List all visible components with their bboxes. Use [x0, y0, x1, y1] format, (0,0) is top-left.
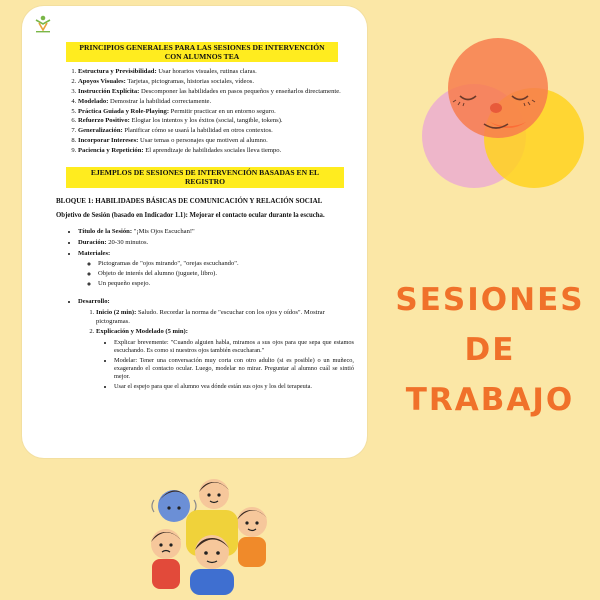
- block-title: BLOQUE 1: HABILIDADES BÁSICAS DE COMUNICACIÓN Y RELACIÓN SOCIAL: [56, 196, 323, 205]
- list-item: 1. Estructura y Previsibilidad: Usar horarios visuales, rutinas claras.: [78, 68, 354, 76]
- list-item: 4. Modelado: Demostrar la habilidad correctamente.: [78, 98, 354, 106]
- materials-list: [78, 260, 354, 288]
- list-item: 2. Explicación y Modelado (5 min): • Explicar brevemente: "Cuando alguien habla, miramos a sus ojos para que sepa que estamos escuchando. Es como si nuestros ojos también escucharan." • Modelar: Tener una conversación muy corta con otro adulto (si es posible) o un muñeco, exagerando el contacto ocular. Luego, modelar no mirar. Preguntar al alumno cuál se sintió mejor. • Usar el espejo para que el alumno vea dónde están sus ojos y los del terapeuta.: [96, 328, 354, 391]
- title-line-3: TRABAJO: [405, 382, 575, 418]
- list-item: • Usar el espejo para que el alumno vea dónde están sus ojos y los del terapeuta.: [114, 383, 354, 391]
- list-item: 6. Refuerzo Positivo: Elogiar los intentos y los éxitos (social, tangible, tokens).: [78, 117, 354, 125]
- list-item: 5. Práctica Guiada y Role-Playing: Permitir practicar en un entorno seguro.: [78, 108, 354, 116]
- session-objective: Objetivo de Sesión (basado en Indicador 1.1): Mejorar el contacto ocular durante la escucha.: [56, 212, 325, 220]
- title-line-2: DE: [464, 332, 516, 368]
- session-materials: • Materiales: ◦ Pictogramas de "ojos mirando", "orejas escuchando". ◦ Objeto de interés del alumno (juguete, libro). ◦ Un pequeño espejo.: [78, 250, 354, 289]
- list-item: 7. Generalización: Planificar cómo se usará la habilidad en otros contextos.: [78, 127, 354, 135]
- smiling-venn-illustration: [416, 36, 590, 196]
- list-item: 2. Apoyos Visuales: Tarjetas, pictogramas, historias sociales, vídeos.: [78, 78, 354, 86]
- session-development: • Desarrollo: 1. Inicio (2 min): Saludo. Recordar la norma de "escuchar con los ojos y oídos". Mostrar pictogramas. 2. Explicación y Modelado (5 min): • Explicar brevemente: "Cuando alguien habla, miramos a sus ojos para que sepa que estamos escuchando. Es como si nuestros ojos también escucharan." • Modelar: Tener una conversación muy corta con otro adulto (si es posible) o un muñeco, exagerando el contacto ocular. Luego, modelar no mirar. Preguntar al alumno cuál se sintió mejor. • Usar el espejo para que el alumno vea dónde están sus ojos y los del terapeuta.: [78, 298, 354, 391]
- list-item: 1. Inicio (2 min): Saludo. Recordar la norma de "escuchar con los ojos y oídos". Mostrar pictogramas.: [96, 309, 354, 326]
- list-item: 9. Paciencia y Repetición: El aprendizaje de habilidades sociales lleva tiempo.: [78, 147, 354, 155]
- list-item: ◦ Pictogramas de "ojos mirando", "orejas escuchando".: [98, 260, 354, 268]
- step2-list: [96, 339, 354, 391]
- list-item: 3. Instrucción Explícita: Descomponer las habilidades en pasos pequeños y enseñarlos directamente.: [78, 88, 354, 96]
- document-page: [56, 42, 354, 393]
- list-item: ◦ Objeto de interés del alumno (juguete, libro).: [98, 270, 354, 278]
- session-details: [56, 228, 354, 391]
- session-title: • Título de la Sesión: "¡Mis Ojos Escuchan!": [78, 228, 354, 236]
- logo-icon: [32, 12, 54, 34]
- title-line-1: SESIONES: [395, 282, 585, 318]
- list-item: • Explicar brevemente: "Cuando alguien habla, miramos a sus ojos para que sepa que estamos escuchando. Es como si nuestros ojos también escucharan.": [114, 339, 354, 355]
- children-group-illustration: [142, 470, 282, 598]
- session-duration: • Duración: 20-30 minutos.: [78, 239, 354, 247]
- list-item: • Modelar: Tener una conversación muy corta con otro adulto (si es posible) o un muñeco, exagerando el contacto ocular. Luego, modelar no mirar. Preguntar al alumno cuál se sintió mejor.: [114, 357, 354, 381]
- list-item: ◦ Un pequeño espejo.: [98, 280, 354, 288]
- principles-list: [56, 68, 354, 155]
- list-item: 8. Incorporar Intereses: Usar temas o personajes que motiven al alumno.: [78, 137, 354, 145]
- document-card: [22, 6, 367, 458]
- steps-list: [78, 309, 354, 391]
- principles-heading: PRINCIPIOS GENERALES PARA LAS SESIONES DE INTERVENCIÓN CON ALUMNOS TEA: [66, 42, 338, 62]
- examples-heading: EJEMPLOS DE SESIONES DE INTERVENCIÓN BASADAS EN EL REGISTRO: [66, 167, 344, 187]
